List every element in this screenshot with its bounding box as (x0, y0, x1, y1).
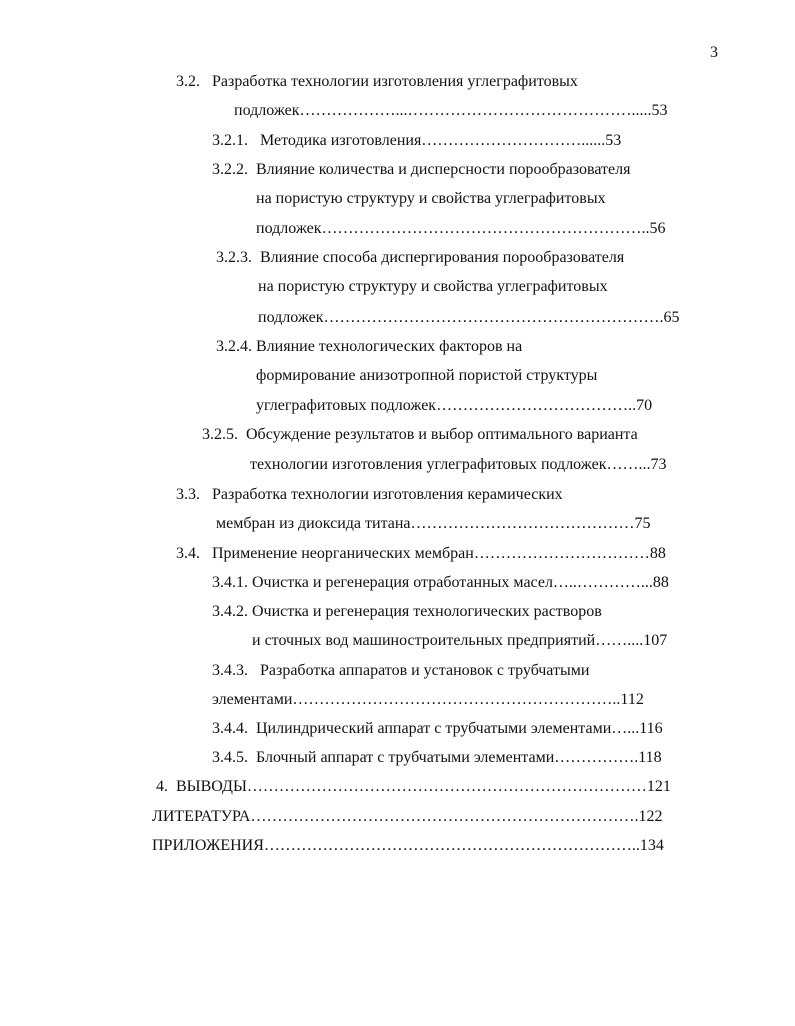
toc-line: 3.4.1. Очистка и регенерация отработанных масел…..…………...88 (212, 574, 669, 591)
toc-line: подложек………………...…………………………………….....53 (234, 102, 668, 119)
toc-line: 3.2. Разработка технологии изготовления углеграфитовых (176, 73, 578, 90)
toc-line: 3.3. Разработка технологии изготовления керамических (176, 486, 563, 503)
toc-line: подложек……………………………………………………….65 (258, 309, 680, 326)
toc-line: ЛИТЕРАТУРА……………………………………………………………….122 (152, 808, 663, 825)
page-number: 3 (710, 44, 718, 61)
toc-line: 3.4.4. Цилиндрический аппарат с трубчатыми элементами…...116 (212, 720, 663, 737)
toc-line: углеграфитовых подложек………………………………..70 (256, 397, 653, 414)
toc-line: 3.2.2. Влияние количества и дисперсности порообразователя (212, 161, 631, 178)
toc-line: 3.2.1. Методика изготовления…………………………......53 (212, 132, 622, 149)
toc-line: и сточных вод машиностроительных предприятий……....107 (252, 632, 668, 649)
toc-line: технологии изготовления углеграфитовых подложек……...73 (250, 456, 667, 473)
toc-line: 3.4.5. Блочный аппарат с трубчатыми элементами…………….118 (212, 749, 662, 766)
toc-line: формирование анизотропной пористой структуры (256, 367, 598, 384)
toc-line: 3.2.4. Влияние технологических факторов на (216, 338, 523, 355)
toc-line: на пористую структуру и свойства углеграфитовых (256, 190, 606, 207)
toc-line: 3.2.5. Обсуждение результатов и выбор оптимального варианта (202, 426, 638, 443)
toc-line: 3.4.2. Очистка и регенерация технологических растворов (212, 603, 602, 620)
toc-line: мембран из диоксида титана……………………………………75 (216, 515, 651, 532)
toc-line: на пористую структуру и свойства углеграфитовых (258, 278, 608, 295)
toc-line: 3.2.3. Влияние способа диспергирования порообразователя (216, 249, 625, 266)
toc-line: 3.4. Применение неорганических мембран……………………………88 (176, 545, 666, 562)
toc-line: ПРИЛОЖЕНИЯ……………………………………………………………..134 (152, 837, 664, 854)
toc-line: подложек……………………………………………………..56 (256, 220, 666, 237)
toc-line: 4. ВЫВОДЫ…………………………………………………………………121 (156, 778, 671, 795)
toc-line: элементами……………………………………………………..112 (212, 691, 644, 708)
toc-line: 3.4.3. Разработка аппаратов и установок с трубчатыми (212, 662, 590, 679)
